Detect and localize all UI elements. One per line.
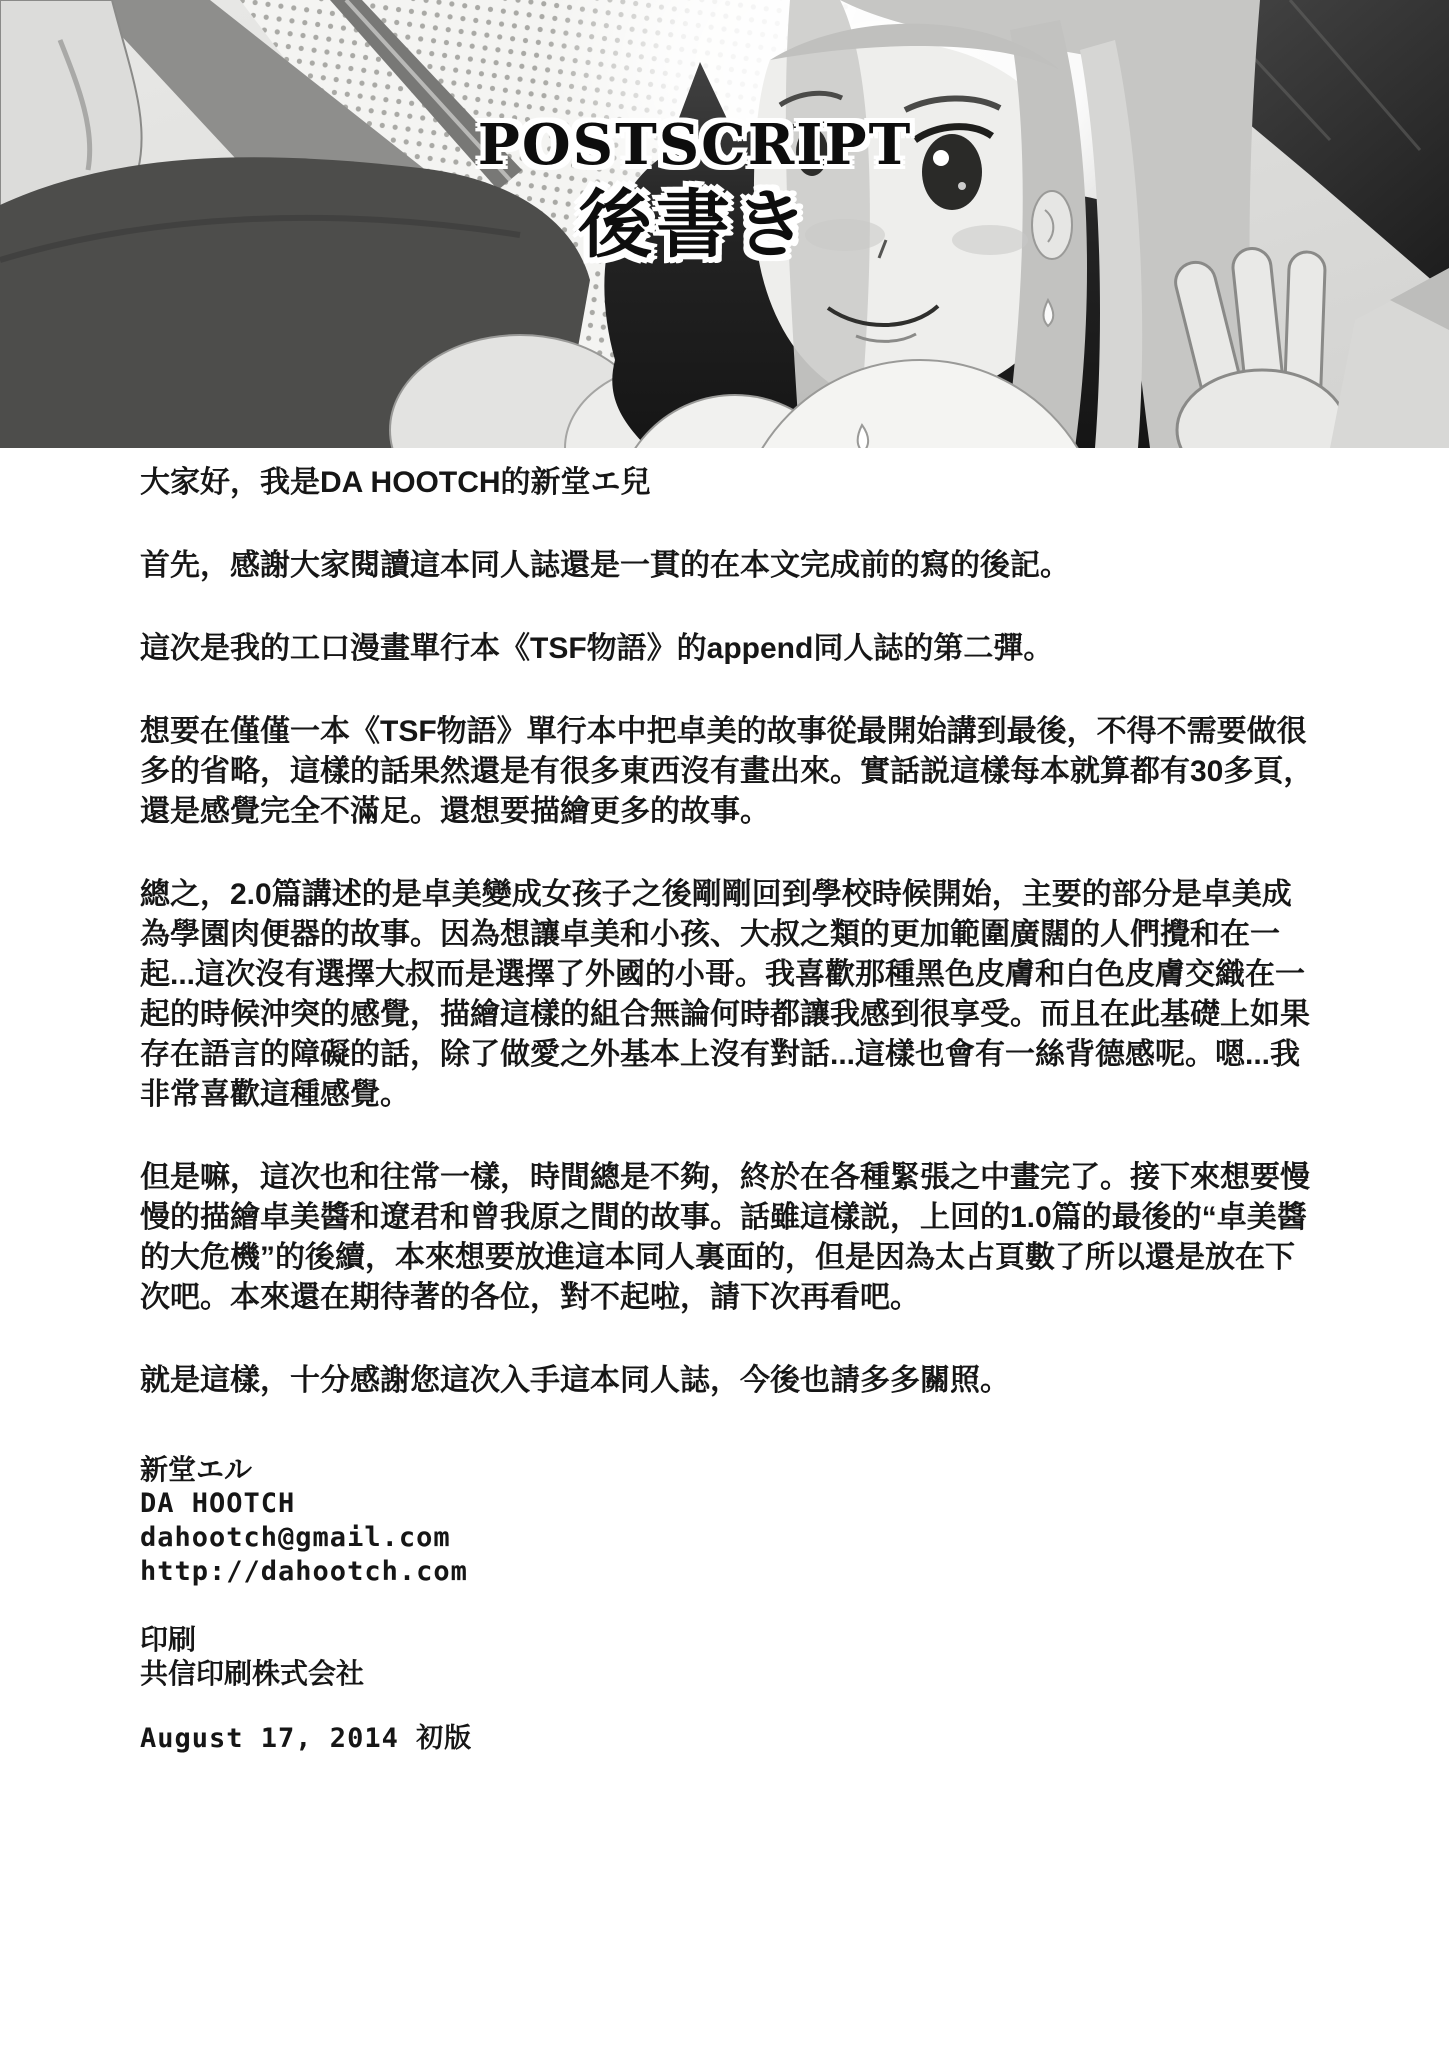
- printer-name: 共信印刷株式会社: [140, 1658, 365, 1689]
- afterword-paragraph-1: 大家好，我是DA HOOTCH的新堂エ兒: [140, 466, 651, 499]
- postscript-title-jp: 後書き: [578, 183, 812, 266]
- printing-label: 印刷: [140, 1624, 197, 1655]
- afterword-paragraph-5: 總之，2.0篇講述的是卓美變成女孩子之後剛剛回到學校時候開始，主要的部分是卓美成為學園肉便器的故事。因為想讓卓美和小孩、大叔之類的更加範圍廣闊的人們攪和在一起...這次沒有選擇大叔而是選擇了外國的小哥。我喜歡那種黑色皮膚和白色皮膚交織在一起的時候沖突的感覺，描繪這樣的組合無論何時都讓我感到很享受。而且在此基礎上如果存在語言的障礙的話，除了做愛之外基本上沒有對話...這樣也會有一絲背德感呢。嗯...我非常喜歡這種感覺。: [140, 878, 1310, 1111]
- afterword-paragraph-3: 這次是我的工口漫畫單行本《TSF物語》的append同人誌的第二彈。: [140, 632, 1054, 665]
- afterword-paragraph-6: 但是嘛，這次也和往常一樣，時間總是不夠，終於在各種緊張之中畫完了。接下來想要慢慢的描繪卓美醬和遼君和曾我原之間的故事。話雖這樣説，上回的1.0篇的最後的“卓美醬的大危機”的後續，本來想要放進這本同人裏面的，但是因為太占頁數了所以還是放在下次吧。本來還在期待著的各位，對不起啦，請下次再看吧。: [140, 1161, 1310, 1314]
- credits-block: [140, 1453, 1320, 1756]
- afterword-paragraph-2: 首先，感謝大家閱讀這本同人誌還是一貫的在本文完成前的寫的後記。: [140, 549, 1070, 582]
- postscript-title-en: POSTSCRIPT: [477, 112, 913, 178]
- author-name: 新堂エル: [140, 1454, 253, 1485]
- afterword-paragraph-7: 就是這樣，十分感謝您這次入手這本同人誌，今後也請多多關照。: [140, 1364, 1010, 1397]
- afterword-text: [140, 463, 1320, 1756]
- header-illustration: [0, 0, 1449, 448]
- email-text: dahootch@gmail.com: [140, 1522, 451, 1553]
- publication-date: August 17, 2014 初版: [140, 1723, 473, 1754]
- afterword-paragraph-4: 想要在僅僅一本《TSF物語》單行本中把卓美的故事從最開始講到最後，不得不需要做很多的省略，這樣的話果然還是有很多東西沒有畫出來。實話説這樣每本就算都有30多頁，還是感覺完全不滿足。還想要描繪更多的故事。: [140, 715, 1314, 828]
- circle-name: DA HOOTCH: [140, 1488, 296, 1519]
- website-url: http://dahootch.com: [140, 1556, 468, 1587]
